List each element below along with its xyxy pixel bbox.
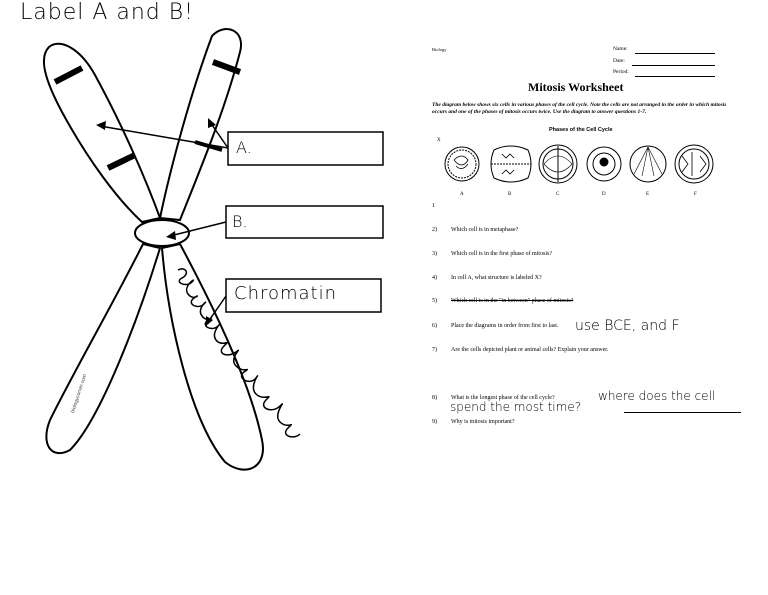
worksheet-subject: Biology xyxy=(432,47,447,52)
cell-cycle-diagram xyxy=(436,134,736,200)
diagram-title: Phases of the Cell Cycle xyxy=(549,127,613,133)
name-field-line xyxy=(635,53,715,54)
period-field-line xyxy=(635,76,715,77)
lower-right-chromatid xyxy=(162,244,263,470)
cell-label-e: E xyxy=(646,192,650,197)
label-chromatin-text: Chromatin xyxy=(234,283,338,304)
handwritten-answer-6: use BCE, and F xyxy=(575,318,680,334)
cell-label-c: C xyxy=(556,192,560,197)
period-field-label: Period: xyxy=(613,69,629,75)
name-field-label: Name: xyxy=(613,46,628,52)
label-box-b xyxy=(226,206,383,238)
label-b-text: B. xyxy=(232,212,248,231)
cell-label-a: A xyxy=(460,192,464,197)
cell-label-f: F xyxy=(694,192,697,197)
handwritten-answer-8-line2: spend the most time? xyxy=(450,400,582,414)
instruction-heading: Label A and B! xyxy=(20,0,194,25)
handwritten-answer-8-line1: where does the cell xyxy=(598,389,716,403)
cell-label-b: B xyxy=(508,192,512,197)
cell-x-label: X xyxy=(437,138,441,143)
answer-8-line xyxy=(624,412,741,413)
worksheet-title: Mitosis Worksheet xyxy=(528,80,624,94)
date-field-label: Date: xyxy=(613,58,625,64)
cell-label-d: D xyxy=(602,192,606,197)
lower-left-chromatid xyxy=(46,244,160,453)
worksheet-intro: The diagram below shows six cells in various phases of the cell cycle. Note the cells are not arranged in the order in which mitosis occurs and one of the phases of mitosis occurs twice. Use the diagram to answer questions 1-7. xyxy=(432,102,727,115)
watermark: biologycorner.com xyxy=(70,373,89,414)
label-a-text: A. xyxy=(236,138,252,157)
date-field-line xyxy=(632,65,715,66)
upper-right-chromatid xyxy=(160,29,241,220)
